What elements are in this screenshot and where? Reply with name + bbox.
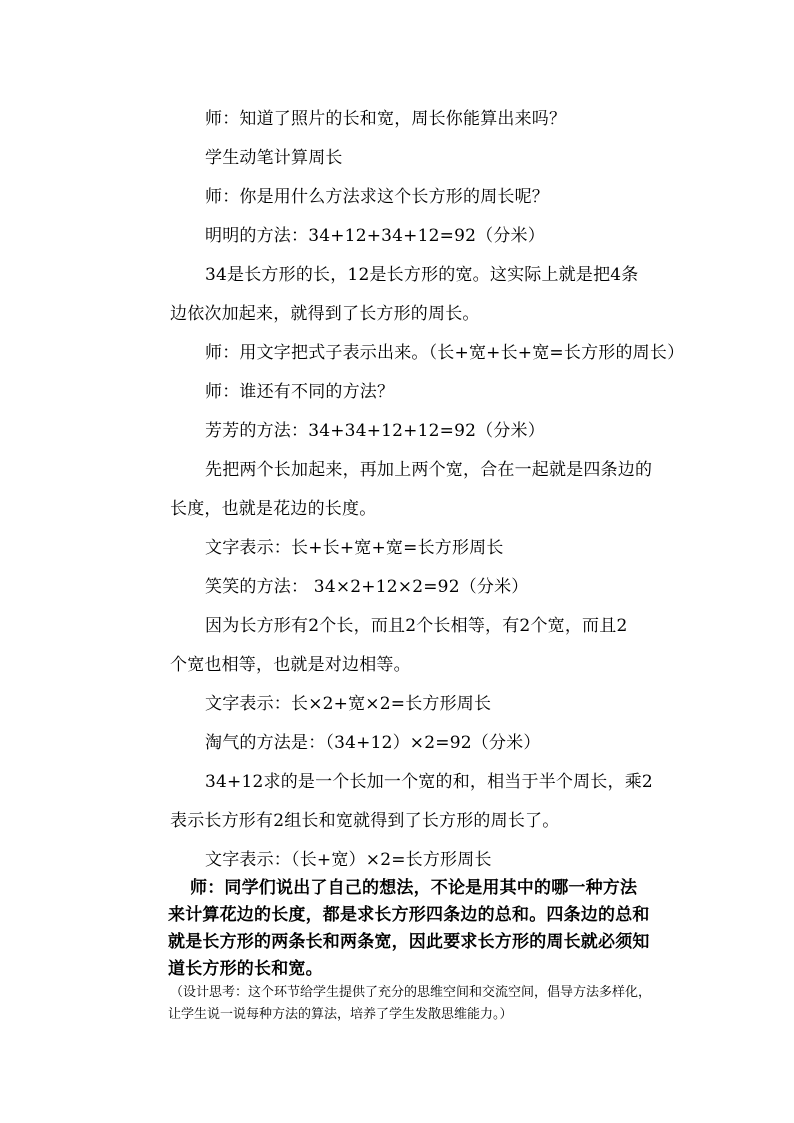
mingming-explain-line2: 边依次加起来，就得到了长方形的周长。 [170,304,480,324]
fangfang-explain-line2: 长度，也就是花边的长度。 [170,499,377,519]
summary-line3: 就是长方形的两条长和两条宽，因此要求长方形的周长就必须知 [168,932,650,952]
design-note-line2: 让学生说一说每种方法的算法，培养了学生发散思维能力。） [168,1007,513,1022]
summary-line1: 师：同学们说出了自己的想法，不论是用其中的哪一种方法 [190,878,638,898]
mingming-explain-line1: 34是长方形的长，12是长方形的宽。这实际上就是把4条 [205,265,639,285]
students-calculate: 学生动笔计算周长 [205,148,343,168]
teacher-words-formula: 师：用文字把式子表示出来。（长+宽+长+宽=长方形的周长） [205,343,685,363]
summary-line4: 道长方形的长和宽。 [168,959,323,979]
design-note-line1: （设计思考：这个环节给学生提供了充分的思维空间和交流空间，倡导方法多样化， [170,985,652,1000]
xiaoxiao-method: 笑笑的方法： 34×2+12×2=92（分米） [205,577,529,597]
taoqi-explain-line2: 表示长方形有2组长和宽就得到了长方形的周长了。 [170,811,560,831]
mingming-method: 明明的方法：34+12+34+12=92（分米） [205,226,545,246]
fangfang-method: 芳芳的方法：34+34+12+12=92（分米） [205,421,545,441]
teacher-other-methods: 师：谁还有不同的方法？ [205,382,395,402]
taoqi-words: 文字表示：（长+宽）×2=长方形周长 [205,850,492,870]
fangfang-words: 文字表示：长+长+宽+宽=长方形周长 [205,538,504,558]
xiaoxiao-explain-line2: 个宽也相等，也就是对边相等。 [170,655,411,675]
teacher-question-method: 师：你是用什么方法求这个长方形的周长呢？ [205,187,549,207]
summary-line2: 来计算花边的长度，都是求长方形四条边的总和。四条边的总和 [168,905,650,925]
taoqi-method: 淘气的方法是：（34+12）×2=92（分米） [205,733,541,753]
taoqi-explain-line1: 34+12求的是一个长加一个宽的和，相当于半个周长，乘2 [205,772,653,792]
xiaoxiao-explain-line1: 因为长方形有2个长，而且2个长相等，有2个宽，而且2 [205,616,628,636]
xiaoxiao-words: 文字表示：长×2+宽×2=长方形周长 [205,694,492,714]
teacher-question-perimeter: 师：知道了照片的长和宽，周长你能算出来吗？ [205,109,567,129]
fangfang-explain-line1: 先把两个长加起来，再加上两个宽，合在一起就是四条边的 [205,460,653,480]
